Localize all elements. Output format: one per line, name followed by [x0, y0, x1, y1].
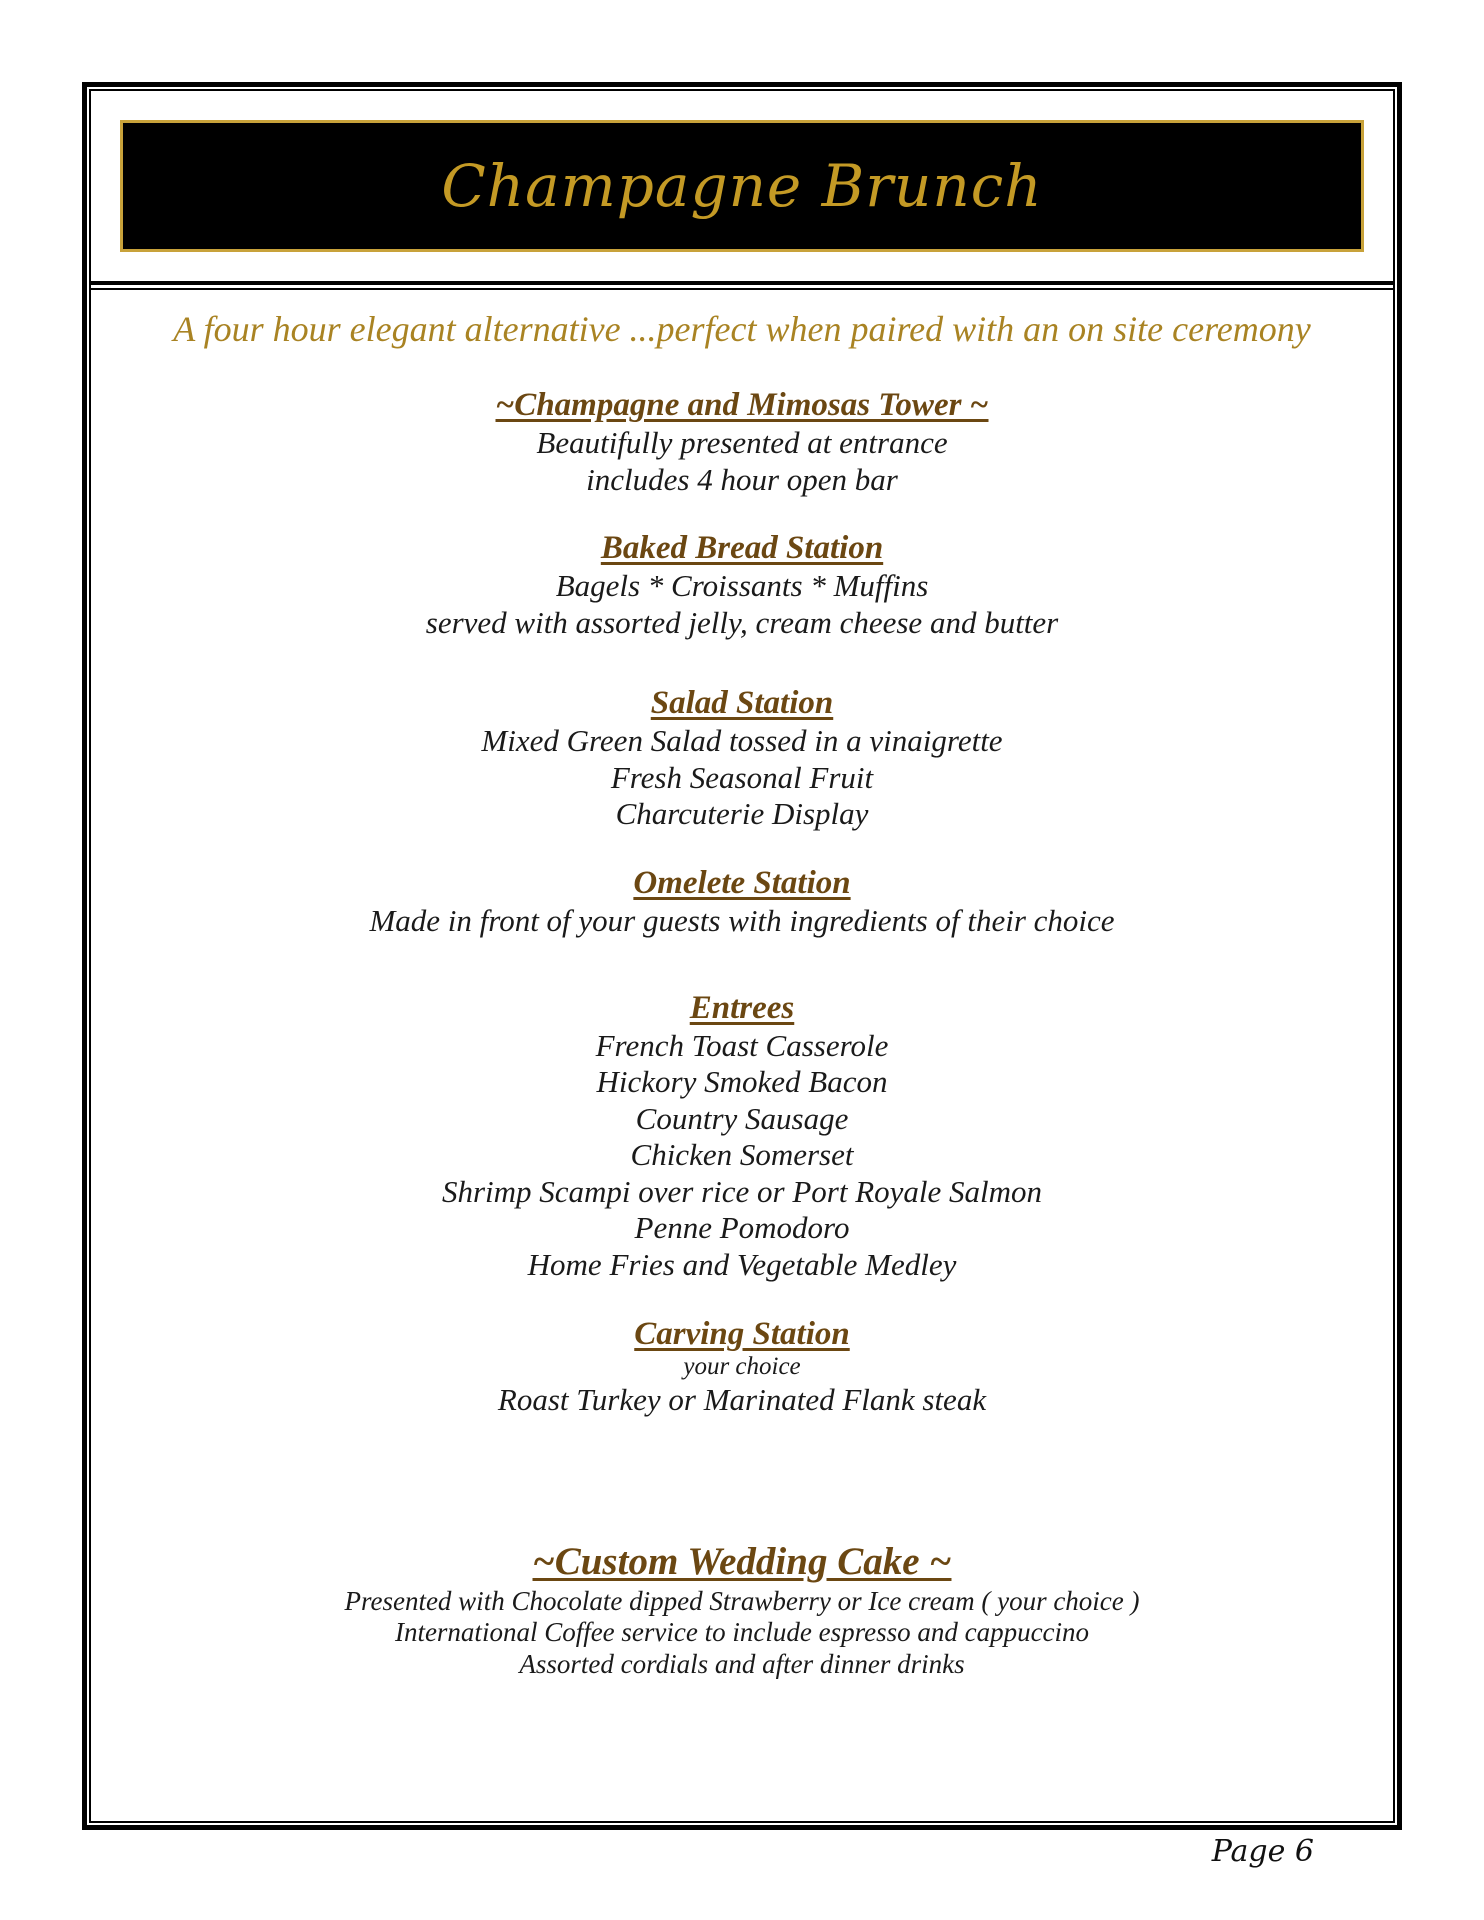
section-omelete: [100, 865, 1384, 940]
section-title: Carving Station: [634, 1315, 850, 1352]
menu-item: Roast Turkey or Marinated Flank steak: [497, 1382, 987, 1418]
menu-item: Mixed Green Salad tossed in a vinaigrette: [481, 723, 1003, 759]
menu-item: French Toast Casserole: [595, 1027, 889, 1063]
page-number: Page 6: [1211, 1834, 1314, 1869]
menu-item: Presented with Chocolate dipped Strawberry or Ice cream ( your choice ): [344, 1585, 1140, 1616]
menu-item: Penne Pomodoro: [634, 1210, 850, 1246]
header-divider: [89, 281, 1395, 285]
section-carving: [100, 1316, 1384, 1419]
section-note: your choice: [683, 1353, 801, 1381]
menu-content: [100, 300, 1384, 1713]
title-banner: [120, 120, 1364, 252]
page-title: Champagne Brunch: [441, 152, 1043, 220]
section-title: Omelete Station: [633, 865, 851, 902]
menu-item: includes 4 hour open bar: [586, 461, 898, 497]
section-cake: [100, 1539, 1384, 1681]
section-title: Baked Bread Station: [600, 530, 884, 567]
header-divider-thin: [89, 288, 1395, 290]
menu-item: Hickory Smoked Bacon: [596, 1064, 888, 1100]
menu-item: Fresh Seasonal Fruit: [610, 759, 874, 795]
menu-item: Charcuterie Display: [615, 796, 869, 832]
section-title: ~Champagne and Mimosas Tower ~: [495, 387, 989, 424]
section-baked-bread: [100, 530, 1384, 641]
menu-item: Beautifully presented at entrance: [536, 425, 948, 461]
menu-item: Shrimp Scampi over rice or Port Royale Salmon: [441, 1173, 1043, 1209]
menu-item: Assorted cordials and after dinner drinks: [519, 1649, 965, 1680]
menu-item: served with assorted jelly, cream cheese and butter: [425, 604, 1059, 640]
menu-item: Bagels * Croissants * Muffins: [555, 568, 929, 604]
section-title: Salad Station: [650, 685, 834, 722]
menu-item: Made in front of your guests with ingredients of their choice: [369, 902, 1115, 938]
tagline: A four hour elegant alternative ...perfect when paired with an on site ceremony: [173, 309, 1311, 349]
section-salad: [100, 685, 1384, 833]
menu-item: International Coffee service to include espresso and cappuccino: [394, 1617, 1090, 1648]
cake-title: ~Custom Wedding Cake ~: [532, 1539, 952, 1583]
section-entrees: [100, 990, 1384, 1284]
menu-item: Country Sausage: [635, 1100, 849, 1136]
section-champagne: [100, 387, 1384, 498]
section-title: Entrees: [689, 989, 795, 1026]
menu-item: Home Fries and Vegetable Medley: [527, 1246, 957, 1282]
menu-item: Chicken Somerset: [630, 1137, 854, 1173]
